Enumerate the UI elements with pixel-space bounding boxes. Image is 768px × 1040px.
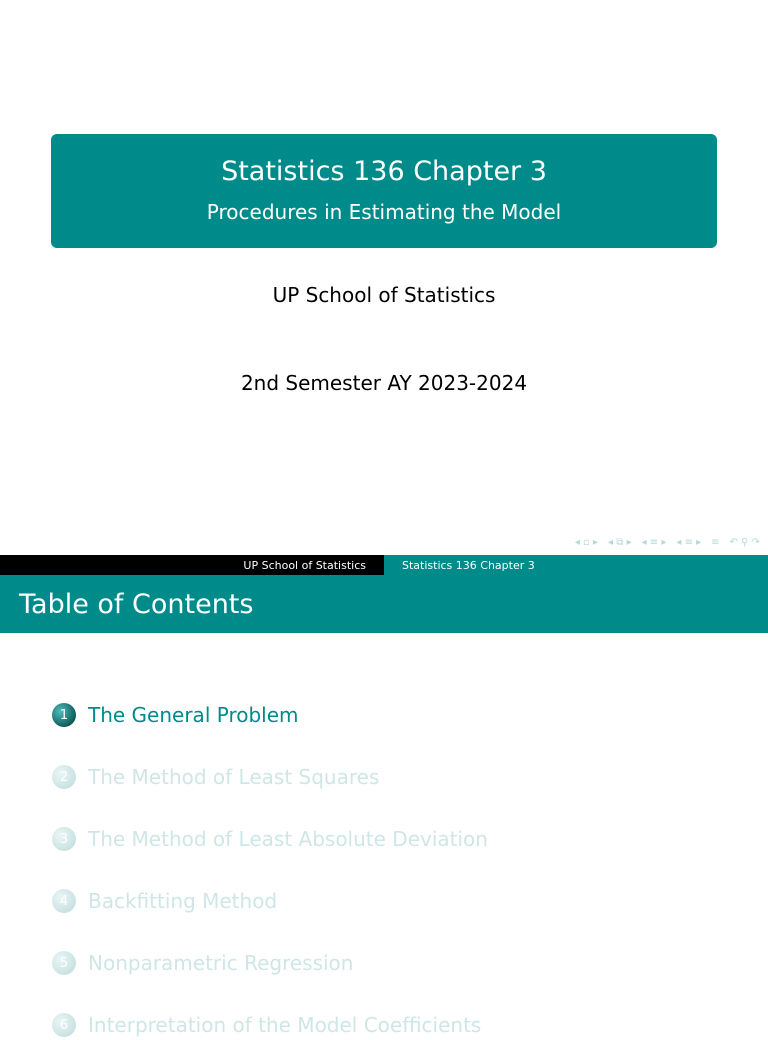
toc-item-5[interactable] <box>52 948 353 978</box>
headline-bar <box>0 555 768 575</box>
nav-toc-icon[interactable]: ≡ <box>711 537 720 548</box>
author: UP School of Statistics <box>272 283 496 307</box>
table-of-contents <box>0 633 768 1037</box>
toc-number-ball: 3 <box>52 827 76 851</box>
toc-label: The Method of Least Squares <box>88 765 380 789</box>
headline-title: Statistics 136 Chapter 3 <box>384 555 768 575</box>
toc-number-ball: 6 <box>52 1013 76 1037</box>
toc-item-1[interactable] <box>52 700 299 730</box>
nav-subsection-icon[interactable]: ◂ ⧉ ▸ <box>608 537 632 548</box>
toc-item-3[interactable] <box>52 824 488 854</box>
nav-frame-icon[interactable]: ◂ ▫ ▸ <box>574 537 599 548</box>
frame-title: Table of Contents <box>0 575 768 633</box>
toc-item-4[interactable] <box>52 886 277 916</box>
toc-number-ball: 2 <box>52 765 76 789</box>
toc-label: The General Problem <box>88 703 299 727</box>
toc-number-ball: 4 <box>52 889 76 913</box>
headline-author: UP School of Statistics <box>0 555 384 575</box>
toc-label: The Method of Least Absolute Deviation <box>88 827 488 851</box>
nav-section-icon[interactable]: ◂ ≡ ▸ <box>641 537 667 548</box>
title-box <box>51 134 717 248</box>
nav-search-icon[interactable]: ↶ ⚲ ↷ <box>729 537 760 548</box>
date: 2nd Semester AY 2023-2024 <box>240 371 528 395</box>
nav-document-icon[interactable]: ◂ ≡ ▸ <box>676 537 702 548</box>
toc-number-ball: 1 <box>52 703 76 727</box>
toc-label: Nonparametric Regression <box>88 951 354 975</box>
toc-label: Backfitting Method <box>88 889 278 913</box>
toc-label: Interpretation of the Model Coefficients <box>88 1013 482 1037</box>
toc-item-2[interactable] <box>52 762 379 792</box>
navigation-symbols <box>575 536 760 550</box>
toc-item-6[interactable] <box>52 1010 481 1040</box>
toc-number-ball: 5 <box>52 951 76 975</box>
presentation-subtitle: Procedures in Estimating the Model <box>206 200 562 224</box>
toc-slide <box>0 555 768 1037</box>
presentation-title: Statistics 136 Chapter 3 <box>221 156 547 187</box>
